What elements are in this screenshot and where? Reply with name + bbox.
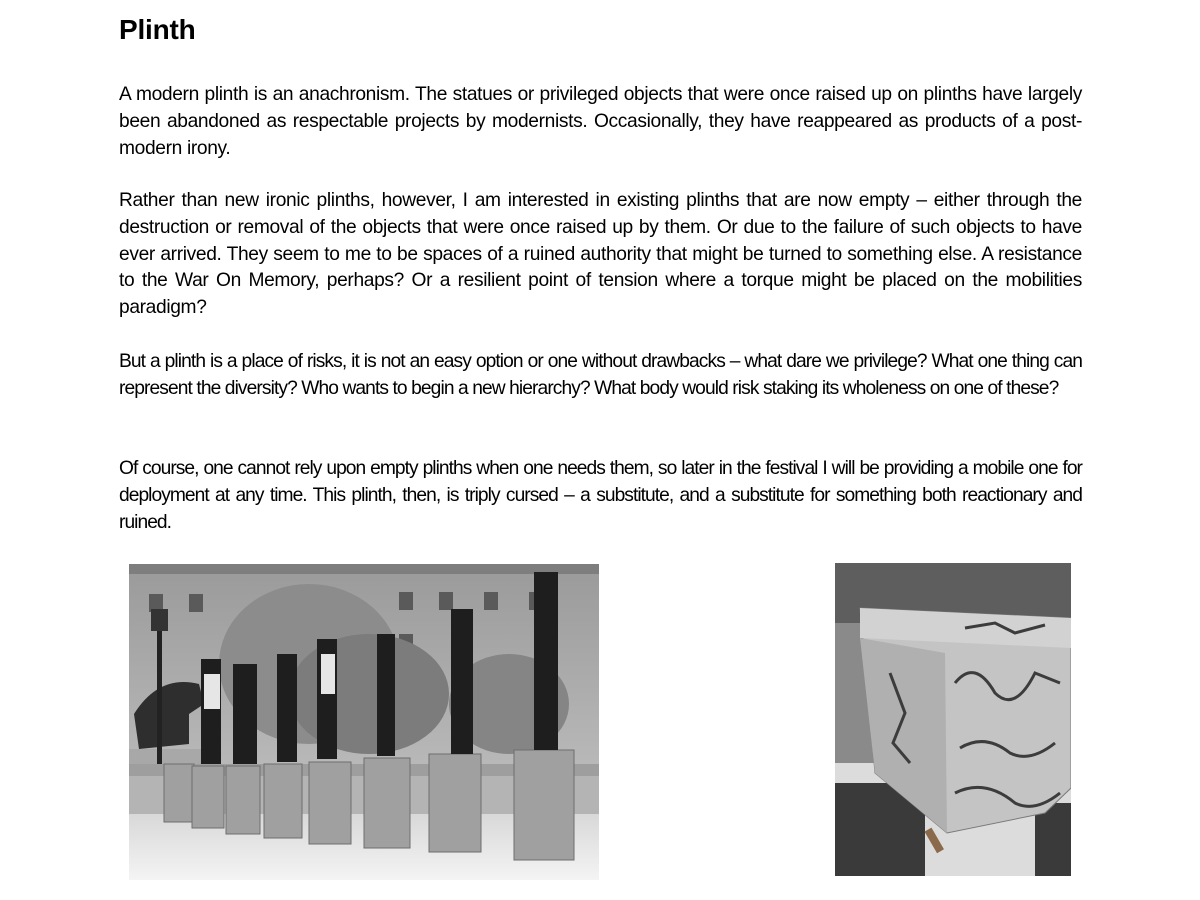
page-title: Plinth	[119, 14, 196, 45]
paragraph-4: Of course, one cannot rely upon empty plinths when one needs them, so later in the festival I will be providing a mobile one for deployment at any time. This plinth, then, is triply cursed – a substitute, and a substitute for something both reactionary and ruined.	[119, 458, 1082, 533]
graffiti-plinth-image	[835, 563, 1071, 876]
paragraph-2: Rather than new ironic plinths, however, I am interested in existing plinths that are now empty – either through the destruction or removal of the objects that were once raised up by them. Or due to the failure of such objects to have ever arrived. They seem to me to be spaces of a ruined authority that might be turned to something else. A resistance to the War On Memory, perhaps? Or a resilient point of tension where a torque might be placed on the mobilities paradigm?	[119, 190, 1082, 319]
graffiti-plinth-photo	[835, 563, 1071, 876]
paragraph-3: But a plinth is a place of risks, it is not an easy option or one without drawbacks – what dare we privilege? What one thing can represent the diversity? Who wants to begin a new hierarchy? What body would risk staking its wholeness on one of these?	[119, 351, 1082, 399]
people-on-plinths-photo	[129, 564, 599, 880]
paragraph-1: A modern plinth is an anachronism. The statues or privileged objects that were once raised up on plinths have largely been abandoned as respectable projects by modernists. Occasionally, they have reappeared as products of a post-modern irony.	[119, 84, 1082, 159]
people-on-plinths-image	[129, 564, 599, 880]
